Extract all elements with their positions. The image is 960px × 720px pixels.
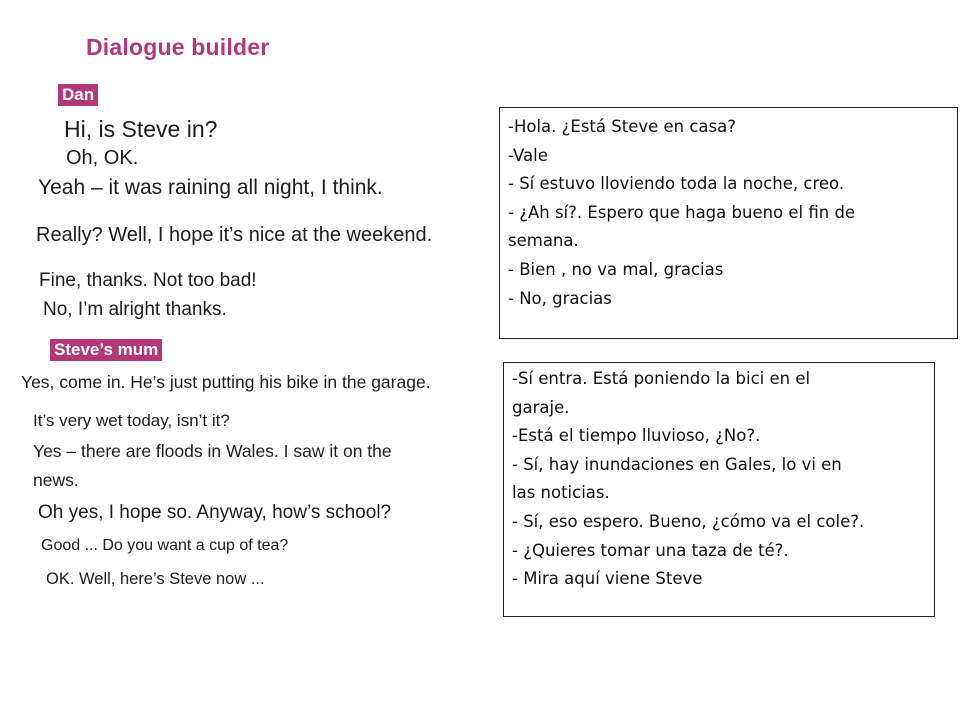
- translation-box-steves-mum: [503, 362, 935, 617]
- dan-line: Fine, thanks. Not too bad!: [39, 270, 257, 291]
- mum-line: It’s very wet today, isn’t it?: [33, 411, 230, 430]
- dan-line: Oh, OK.: [66, 147, 139, 169]
- dan-line: No, I’m alright thanks.: [43, 299, 227, 320]
- dan-line: Hi, is Steve in?: [64, 116, 218, 142]
- translation-line: semana.: [508, 231, 579, 251]
- translation-line: - No, gracias: [508, 288, 612, 308]
- translation-line: garaje.: [512, 397, 570, 417]
- mum-line: Yes, come in. He’s just putting his bike in the garage.: [21, 372, 431, 392]
- mum-line: news.: [33, 470, 79, 490]
- translation-line: - ¿Ah sí?. Espero que haga bueno el fin de: [508, 202, 856, 222]
- translation-line: - Sí, hay inundaciones en Gales, lo vi en: [512, 454, 842, 474]
- dan-line: Yeah – it was raining all night, I think.: [38, 176, 383, 199]
- translation-line: - Mira aquí viene Steve: [512, 569, 703, 589]
- speaker-label-dan: Dan: [58, 84, 98, 106]
- translation-line: -Está el tiempo lluvioso, ¿No?.: [512, 426, 761, 446]
- mum-line: Oh yes, I hope so. Anyway, how’s school?: [38, 502, 392, 523]
- translation-line: -Hola. ¿Está Steve en casa?: [508, 117, 737, 136]
- mum-line: OK. Well, here’s Steve now ...: [46, 570, 265, 588]
- speaker-label-steves-mum: Steve’s mum: [50, 339, 162, 361]
- dan-line: Really? Well, I hope it’s nice at the weekend.: [36, 224, 433, 246]
- translation-line: -Vale: [508, 145, 548, 165]
- translation-line: - Bien , no va mal, gracias: [508, 259, 724, 279]
- translation-line: - ¿Quieres tomar una taza de té?.: [512, 540, 789, 560]
- mum-line: Yes – there are floods in Wales. I saw it on the: [33, 441, 392, 461]
- translation-line: las noticias.: [512, 483, 610, 503]
- translation-line: - Sí estuvo lloviendo toda la noche, creo.: [508, 174, 845, 194]
- page-title: Dialogue builder: [86, 34, 270, 60]
- translation-line: - Sí, eso espero. Bueno, ¿cómo va el cole?.: [512, 511, 865, 531]
- translation-line: -Sí entra. Está poniendo la bici en el: [512, 369, 811, 388]
- mum-line: Good ... Do you want a cup of tea?: [41, 537, 289, 554]
- translation-box-dan: [499, 107, 958, 339]
